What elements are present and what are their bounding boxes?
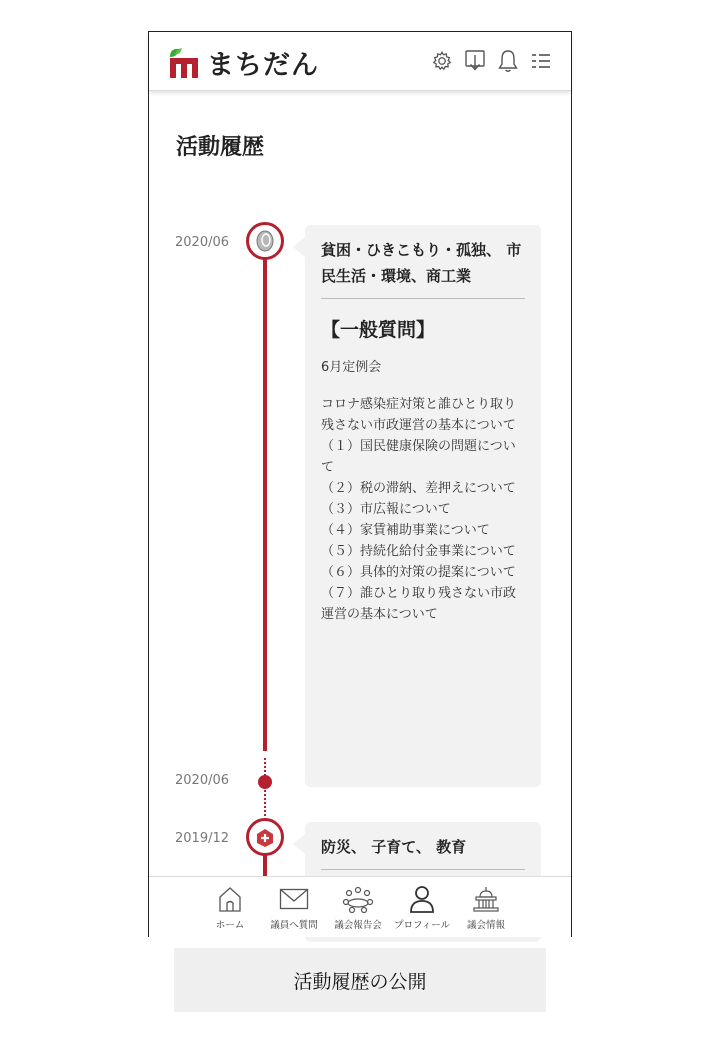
app-logo[interactable]: [167, 44, 319, 80]
nav-label: ホーム: [215, 920, 245, 931]
nav-home[interactable]: [195, 884, 265, 931]
nav-council-report[interactable]: [323, 884, 393, 931]
activity-body: コロナ感染症対策と誰ひとり取り残さない市政運営の基本について （１）国民健康保険の問題について （２）税の滞納、差押えについて （３）市広報について （４）家賃補助事業について （５）持続化給付金事業について （６）具体的対策の提案について （７）誰ひとり取り残さない市政運営の基本について: [321, 397, 517, 622]
profile-icon: [387, 884, 457, 914]
app-name: まちだん: [207, 49, 319, 81]
page-title: 活動履歴: [176, 135, 265, 160]
building-icon: [451, 884, 521, 914]
entry-date: 2019/12: [175, 831, 230, 846]
nav-label: 議会情報: [466, 920, 505, 931]
menu-icon[interactable]: [529, 47, 553, 75]
figure-caption: 活動履歴の公開: [174, 948, 546, 1012]
activity-card[interactable]: [305, 225, 541, 787]
download-icon[interactable]: [463, 47, 487, 75]
timeline-end-dot: [258, 775, 272, 789]
bottom-navigation: [149, 876, 571, 937]
entry-end-date: 2020/06: [175, 773, 230, 788]
timeline-marker: [246, 222, 284, 260]
timeline-marker: [246, 818, 284, 856]
home-icon: [195, 884, 265, 914]
bell-icon[interactable]: [496, 47, 520, 75]
activity-tags: 貧困・ひきこもり・孤独、 市民生活・環境、商工業: [321, 237, 525, 299]
activity-type: 【一般質問】: [321, 319, 436, 341]
nav-label: 議会報告会: [334, 920, 382, 931]
entry-date: 2020/06: [175, 235, 230, 250]
logo-icon: [167, 45, 201, 79]
activity-session: 6月定例会: [321, 360, 382, 375]
timeline-line: [263, 251, 267, 751]
nav-profile[interactable]: [387, 884, 457, 931]
nav-label: プロフィール: [393, 920, 451, 931]
gear-icon[interactable]: [430, 47, 454, 75]
meeting-icon: [323, 884, 393, 914]
coin-icon: [253, 229, 277, 253]
header-actions: [430, 47, 553, 75]
nav-council-info[interactable]: [451, 884, 521, 931]
app-header: [149, 32, 571, 91]
activity-tags: 防災、 子育て、 教育: [321, 834, 525, 870]
mail-icon: [259, 884, 329, 914]
nav-label: 議員へ質問: [270, 920, 318, 931]
phone-frame: [148, 31, 572, 937]
main-content[interactable]: [149, 92, 571, 876]
first-aid-icon: [253, 825, 277, 849]
nav-ask-member[interactable]: [259, 884, 329, 931]
